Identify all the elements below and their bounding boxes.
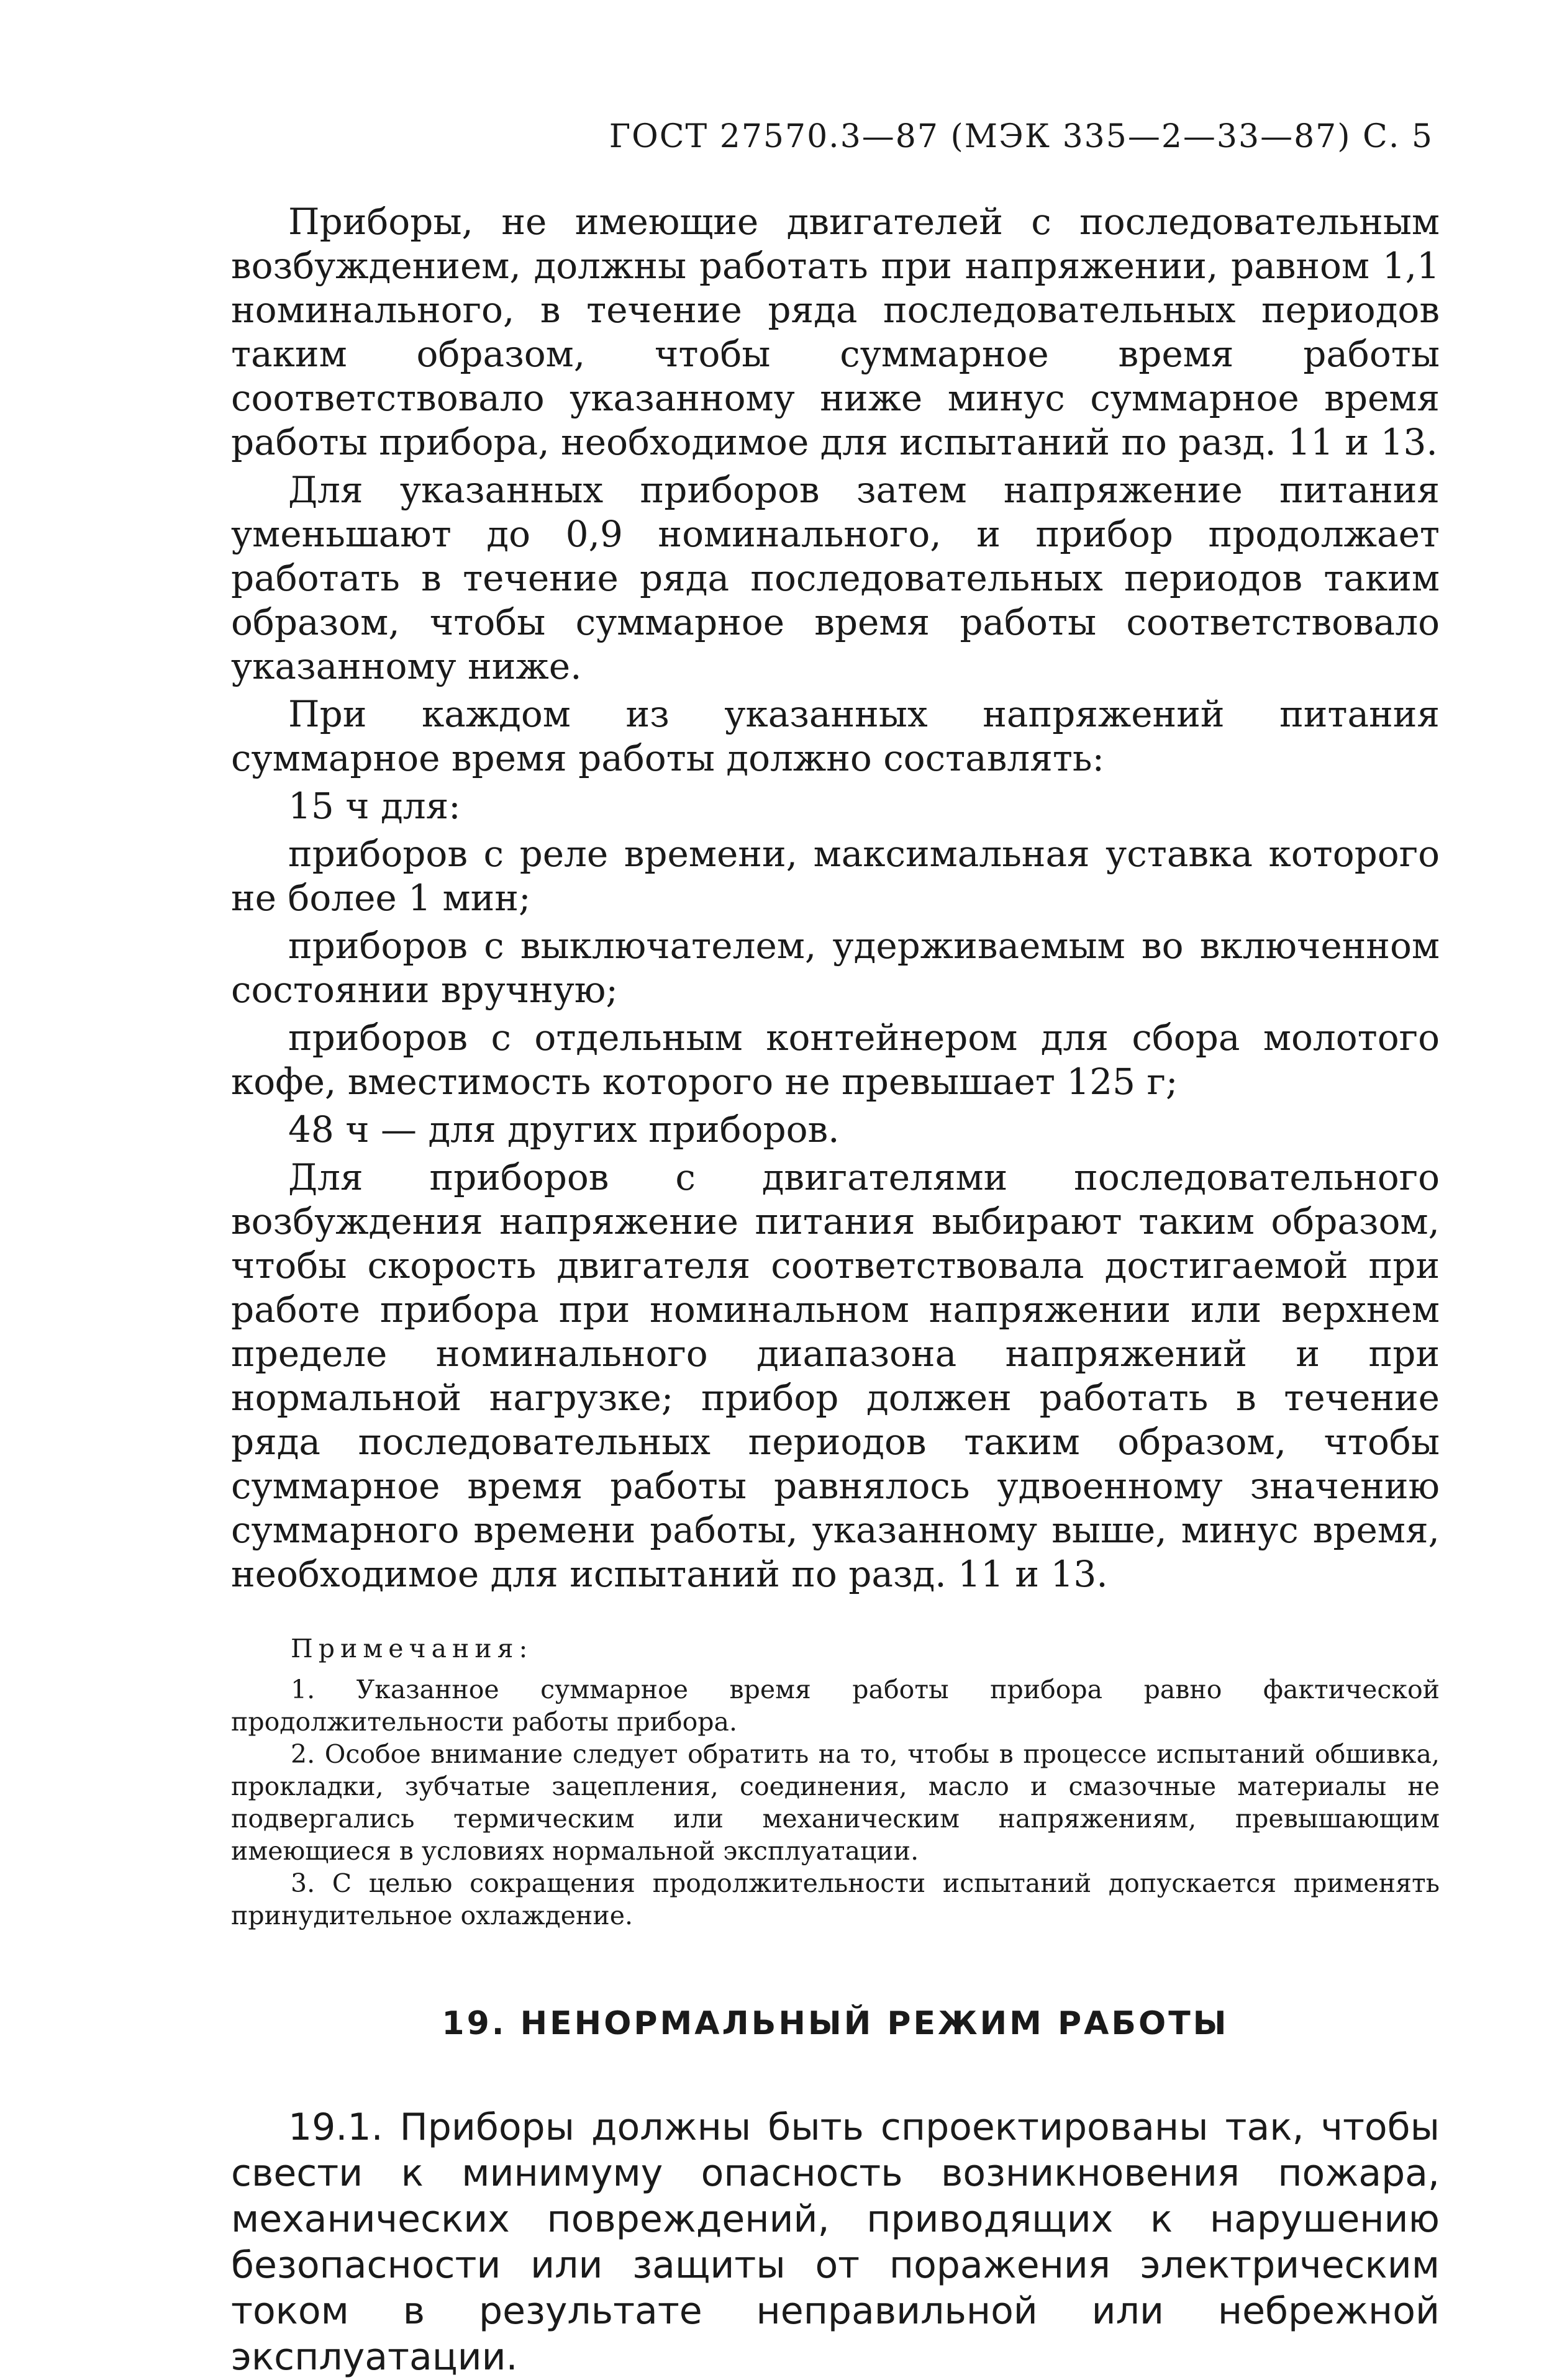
body-text: [231, 192, 1440, 2380]
note-item: 1. Указанное суммарное время работы прибора равно фактической продолжительности работы прибора.: [231, 1675, 1440, 1737]
paragraph-48h: 48 ч — для других приборов.: [288, 1108, 840, 1151]
paragraph-undervoltage-test: Для указанных приборов затем напряжение питания уменьшают до 0,9 номинального, и прибор продолжает работать в течение ряда последовательных периодов таким образом, чтобы суммарное время работы соответствовало указанному ниже.: [231, 469, 1440, 687]
list-item-hand-held-switch: приборов с выключателем, удерживаемым во включенном состоянии вручную;: [231, 925, 1440, 1011]
clause-19-1: 19.1. Приборы должны быть спроектированы так, чтобы свести к минимуму опасность возникновения пожара, механических повреждений, приводящих к нарушению безопасности или защиты от поражения электрическим током в результате неправильной или небрежной эксплуатации.: [231, 2106, 1440, 2379]
notes-title: Примечания:: [291, 1634, 534, 1663]
note-item: 2. Особое внимание следует обратить на то, чтобы в процессе испытаний обшивка, прокладки, зубчатые зацепления, соединения, масло и смазочные материалы не подвергались термическим или механическим напряжениям, превышающим имеющиеся в условиях нормальной эксплуатации.: [231, 1739, 1440, 1866]
note-item: 3. С целью сокращения продолжительности испытаний допускается применять принудительное охлаждение.: [231, 1868, 1440, 1930]
paragraph-overvoltage-test: Приборы, не имеющие двигателей с последовательным возбуждением, должны работать при напряжении, равном 1,1 номинального, в течение ряда последовательных периодов таким образом, чтобы суммарное время работы соответствовало указанному ниже минус суммарное время работы прибора, необходимое для испытаний по разд. 11 и 13.: [231, 201, 1440, 463]
list-item-coffee-container: приборов с отдельным контейнером для сбора молотого кофе, вместимость которого не превышает 125 г;: [231, 1016, 1440, 1103]
notes-block: [231, 1632, 1440, 1932]
paragraph-series-motors: Для приборов с двигателями последовательного возбуждения напряжение питания выбирают таким образом, чтобы скорость двигателя соответствовала достигаемой при работе прибора при номинальном напряжении или верхнем пределе номинального диапазона напряжений и при нормальной нагрузке; прибор должен работать в течение ряда последовательных периодов таким образом, чтобы суммарное время работы равнялось удвоенному значению суммарного времени работы, указанному выше, минус время, необходимое для испытаний по разд. 11 и 13.: [231, 1156, 1440, 1595]
paragraph-15h: 15 ч для:: [288, 785, 461, 827]
list-item-timer-appliances: приборов с реле времени, максимальная уставка которого не более 1 мин;: [231, 833, 1440, 919]
section-heading: 19. НЕНОРМАЛЬНЫЙ РЕЖИМ РАБОТЫ: [442, 2005, 1229, 2042]
running-header: ГОСТ 27570.3—87 (МЭК 335—2—33—87) С. 5: [609, 118, 1433, 155]
paragraph-total-time-intro: При каждом из указанных напряжений питания суммарное время работы должно составлять:: [231, 693, 1440, 779]
